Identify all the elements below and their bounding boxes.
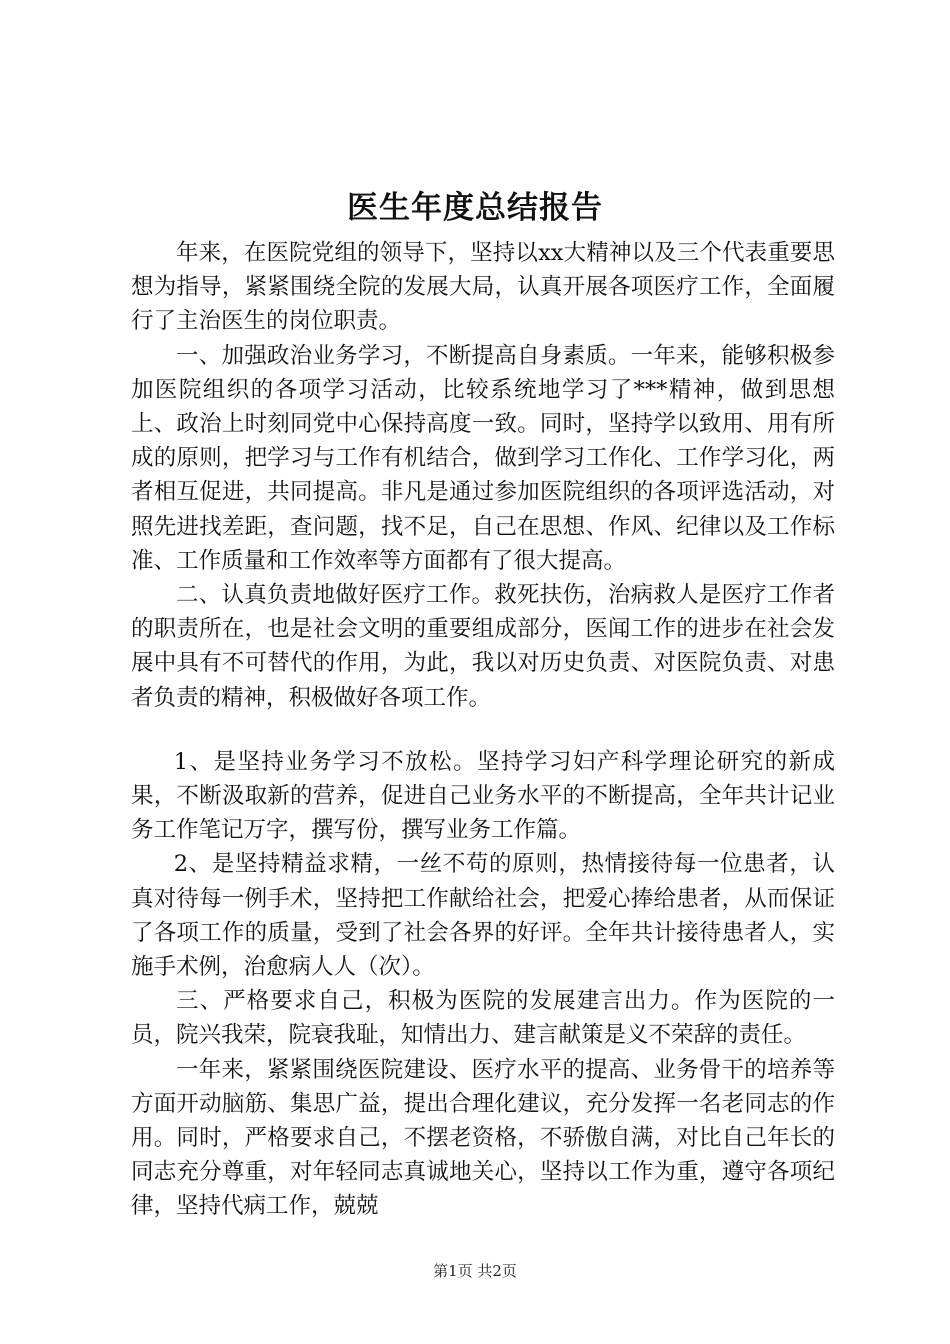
page-indicator: 第1页 共2页 (433, 1262, 517, 1280)
paragraph-item-1: 1、是坚持业务学习不放松。坚持学习妇产科学理论研究的新成果，不断汲取新的营养，促进自己业务水平的不断提高，全年共计记业务工作笔记万字，撰写份，撰写业务工作篇。 (131, 748, 835, 844)
paragraph-section-3: 三、严格要求自己，积极为医院的发展建言出力。作为医院的一员，院兴我荣，院衰我耻，知情出力、建言献策是义不荣辞的责任。 (131, 988, 835, 1049)
paragraph-intro: 年来，在医院党组的领导下，坚持以xx大精神以及三个代表重要思想为指导，紧紧围绕全院的发展大局，认真开展各项医疗工作，全面履行了主治医生的岗位职责。 (131, 240, 835, 335)
document-title: 医生年度总结报告 (347, 190, 603, 226)
document-body (131, 236, 835, 1224)
paragraph-item-2: 2、是坚持精益求精，一丝不苟的原则，热情接待每一位患者，认真对待每一例手术，坚持把工作献给社会，把爱心捧给患者，从而保证了各项工作的质量，受到了社会各界的好评。全年共计接待患者人，实施手术例，治愈病人人（次）。 (131, 851, 835, 981)
paragraph-closing: 一年来，紧紧围绕医院建设、医疗水平的提高、业务骨干的培养等方面开动脑筋、集思广益，提出合理化建议，充分发挥一名老同志的作用。同时，严格要求自己，不摆老资格，不骄傲自满，对比自己年长的同志充分尊重，对年轻同志真诚地关心，坚持以工作为重，遵守各项纪律，坚持代病工作，兢兢 (131, 1056, 835, 1220)
paragraph-section-1: 一、加强政治业务学习，不断提高自身素质。一年来，能够积极参加医院组织的各项学习活动，比较系统地学习了***精神，做到思想上、政治上时刻同党中心保持高度一致。同时，坚持学以致用、用有所成的原则，把学习与工作有机结合，做到学习工作化、工作学习化，两者相互促进，共同提高。非凡是通过参加医院组织的各项评选活动，对照先进找差距，查问题，找不足，自己在思想、作风、纪律以及工作标准、工作质量和工作效率等方面都有了很大提高。 (131, 342, 835, 574)
paragraph-section-2: 二、认真负责地做好医疗工作。救死扶伤，治病救人是医疗工作者的职责所在，也是社会文明的重要组成部分，医闻工作的进步在社会发展中具有不可替代的作用，为此，我以对历史负责、对医院负责、对患者负责的精神，积极做好各项工作。 (131, 582, 835, 711)
